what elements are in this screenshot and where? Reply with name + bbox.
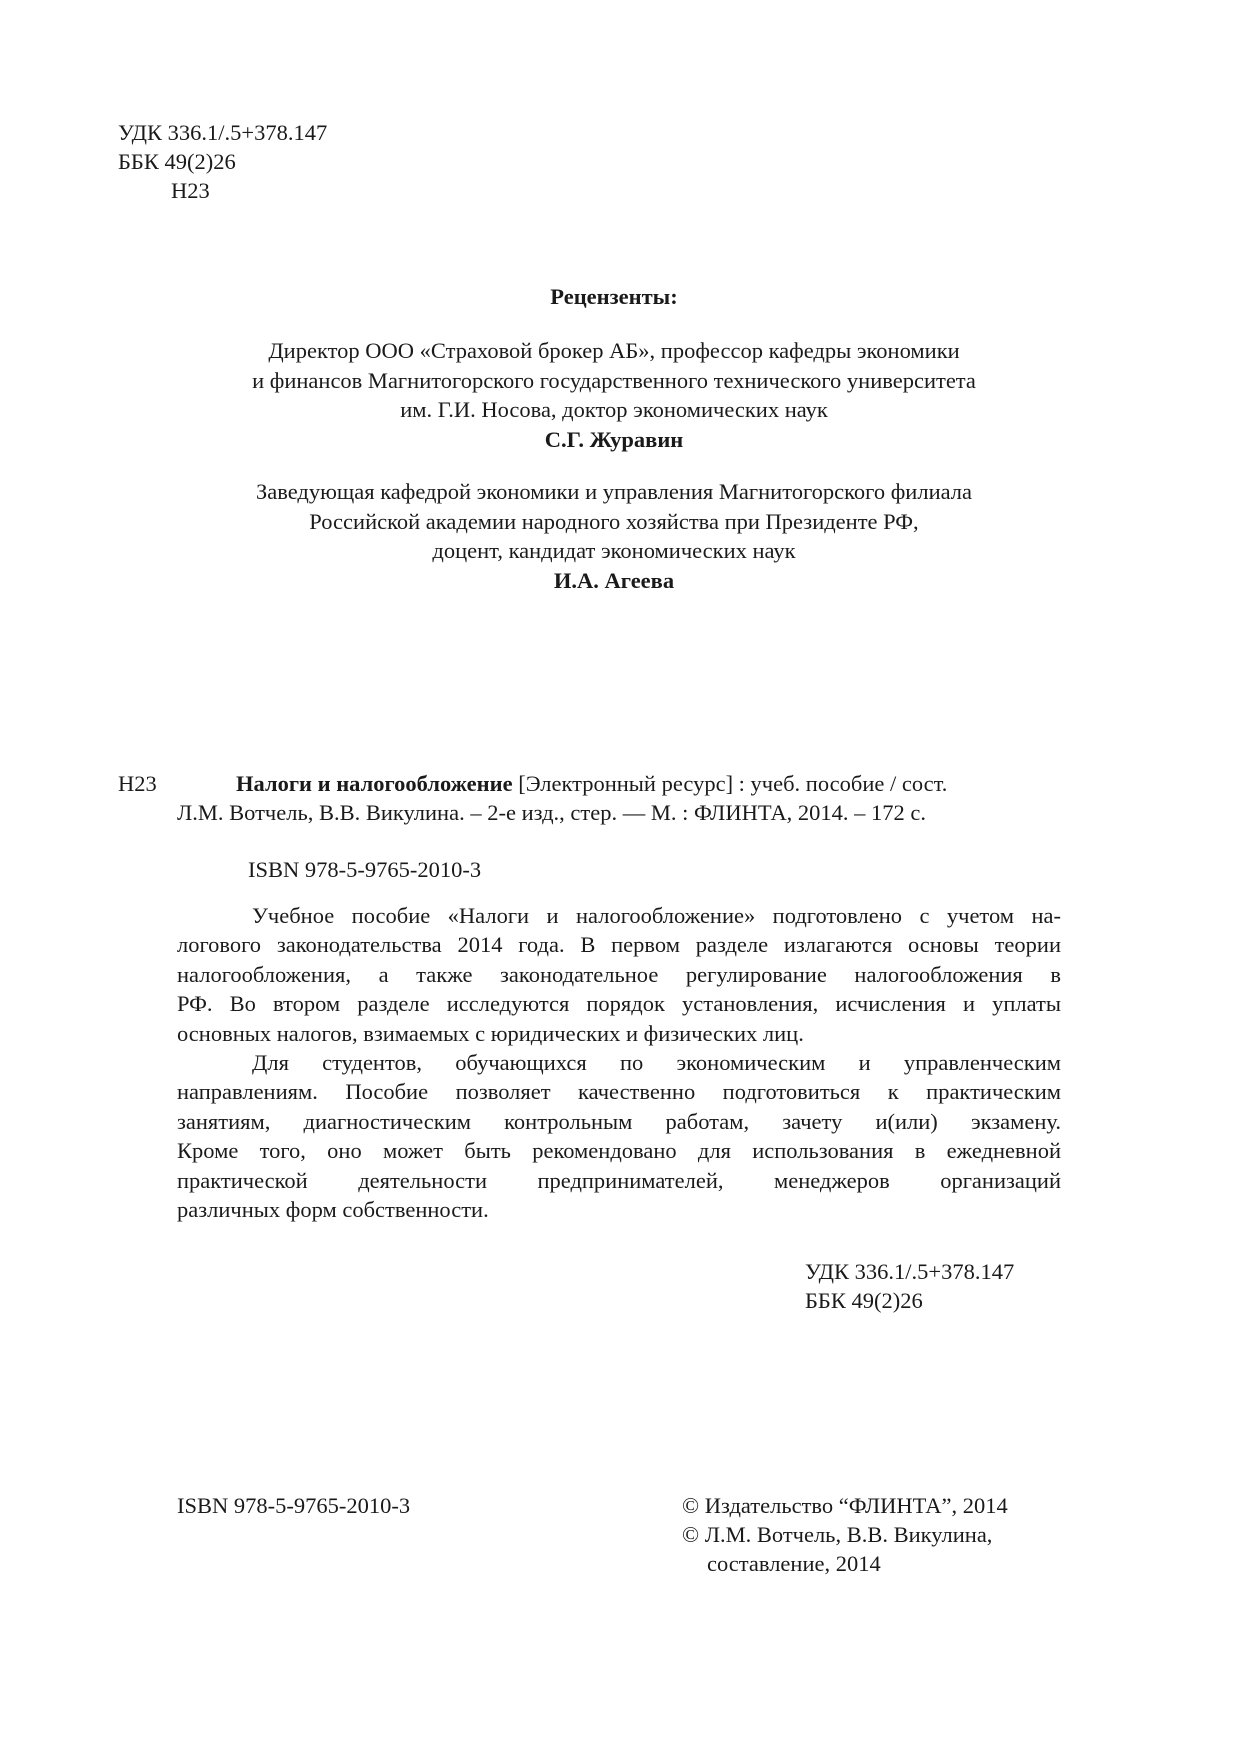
bibliography-line-1-rest: [Электронный ресурс] : учеб. пособие / сост. bbox=[512, 771, 948, 796]
bibliography-line-1 bbox=[236, 769, 947, 798]
book-title: Налоги и налогообложение bbox=[236, 771, 513, 796]
reviewer-2-line-3: доцент, кандидат экономических наук bbox=[432, 538, 796, 563]
reviewer-2-line-2: Российской академии народного хозяйства при Президенте РФ, bbox=[309, 508, 919, 534]
reviewer-1-line-1: Директор ООО «Страховой брокер АБ», профессор кафедры экономики bbox=[268, 338, 960, 363]
udk-code-top: УДК 336.1/.5+378.147 bbox=[118, 120, 328, 145]
reviewer-1-line-3: им. Г.И. Носова, доктор экономических наук bbox=[400, 397, 828, 422]
annotation-p1-line-5: основных налогов, взимаемых с юридических и физических лиц. bbox=[177, 1020, 804, 1046]
bibliography-author-sign: Н23 bbox=[118, 771, 157, 796]
reviewer-2-line-1: Заведующая кафедрой экономики и управления Магнитогорского филиала bbox=[255, 479, 973, 504]
annotation-p1-line-3: налогообложения, а также законодательное регулирование налогообложения в bbox=[177, 961, 1061, 987]
reviewer-2-name: И.А. Агеева bbox=[553, 567, 675, 593]
annotation-paragraph-2 bbox=[177, 1048, 1061, 1224]
bbk-code-top: ББК 49(2)26 bbox=[118, 149, 236, 174]
annotation-p2-line-5: практической деятельности предпринимателей, менеджеров организаций bbox=[177, 1167, 1061, 1193]
annotation-p2-line-6: различных форм собственности. bbox=[177, 1197, 489, 1223]
footer-copyright-publisher: © Издательство “ФЛИНТА”, 2014 bbox=[682, 1493, 1008, 1518]
annotation-p2-line-3: занятиям, диагностическим контрольным работам, зачету и(или) экзамену. bbox=[177, 1108, 1061, 1134]
reviewers-heading: Рецензенты: bbox=[550, 284, 678, 309]
annotation-paragraph-1 bbox=[177, 901, 1061, 1048]
reviewer-1-name: С.Г. Журавин bbox=[544, 426, 684, 452]
annotation-p1-line-2: логового законодательства 2014 года. В первом разделе излагаются основы теории bbox=[177, 932, 1061, 958]
footer-isbn: ISBN 978-5-9765-2010-3 bbox=[177, 1493, 411, 1518]
footer-copyright-authors: © Л.М. Вотчель, В.В. Викулина, bbox=[682, 1522, 993, 1547]
bbk-code-bottom: ББК 49(2)26 bbox=[805, 1288, 923, 1313]
author-sign-top: Н23 bbox=[171, 178, 210, 203]
annotation-p1-line-4: РФ. Во втором разделе исследуются порядок установления, исчисления и уплаты bbox=[177, 991, 1061, 1017]
annotation-p2-line-4: Кроме того, оно может быть рекомендовано для использования в ежедневной bbox=[177, 1138, 1061, 1164]
reviewer-1-line-2: и финансов Магнитогорского государственного технического университета bbox=[252, 367, 976, 393]
annotation-p1-line-1: Учебное пособие «Налоги и налогообложение» подготовлено с учетом на- bbox=[252, 903, 1061, 928]
udk-code-bottom: УДК 336.1/.5+378.147 bbox=[805, 1259, 1015, 1284]
footer-copyright-authors-cont: составление, 2014 bbox=[707, 1551, 881, 1576]
annotation-p2-line-1: Для студентов, обучающихся по экономическим и управленческим bbox=[252, 1050, 1061, 1075]
bibliography-line-2: Л.М. Вотчель, В.В. Викулина. – 2-е изд., стер. — М. : ФЛИНТА, 2014. – 172 с. bbox=[177, 800, 927, 825]
annotation-p2-line-2: направлениям. Пособие позволяет качественно подготовиться к практическим bbox=[177, 1079, 1061, 1105]
reviewer-1 bbox=[0, 336, 1234, 454]
bibliography-isbn: ISBN 978-5-9765-2010-3 bbox=[248, 857, 482, 882]
reviewer-2 bbox=[0, 477, 1234, 595]
